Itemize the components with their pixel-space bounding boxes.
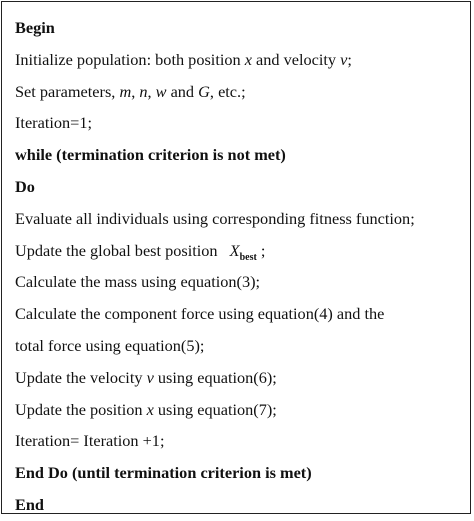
line-end-do: End Do (until termination criterion is met) <box>15 463 312 483</box>
algorithm-box <box>1 1 471 514</box>
line-calculate-mass: Calculate the mass using equation(3); <box>15 272 261 292</box>
line-update-global-best: Update the global best position $X_{best}$ ; <box>15 235 467 267</box>
line-initialize: Initialize population: both position x and velocity v; <box>15 49 352 69</box>
line-while: while (termination criterion is not met) <box>15 145 286 165</box>
line-iteration-init: Iteration=1; <box>15 113 92 133</box>
line-begin: Begin <box>15 18 55 37</box>
line-do: Do <box>15 176 35 196</box>
line-calculate-force-2: total force using equation(5); <box>15 335 205 355</box>
line-update-velocity: Update the velocity v using equation(6); <box>15 367 277 387</box>
line-iteration-increment: Iteration= Iteration +1; <box>15 431 165 451</box>
line-calculate-force-1: Calculate the component force using equation(4) and the <box>15 304 385 324</box>
line-update-position: Update the position x using equation(7); <box>15 399 277 419</box>
algorithm-pseudocode <box>15 12 467 521</box>
line-set-parameters: Set parameters, m, n, w and G, etc.; <box>15 81 246 101</box>
line-end: End <box>15 494 44 514</box>
line-evaluate: Evaluate all individuals using corresponding fitness function; <box>15 208 415 228</box>
x-best-symbol: $X_{best}$ <box>229 240 257 263</box>
